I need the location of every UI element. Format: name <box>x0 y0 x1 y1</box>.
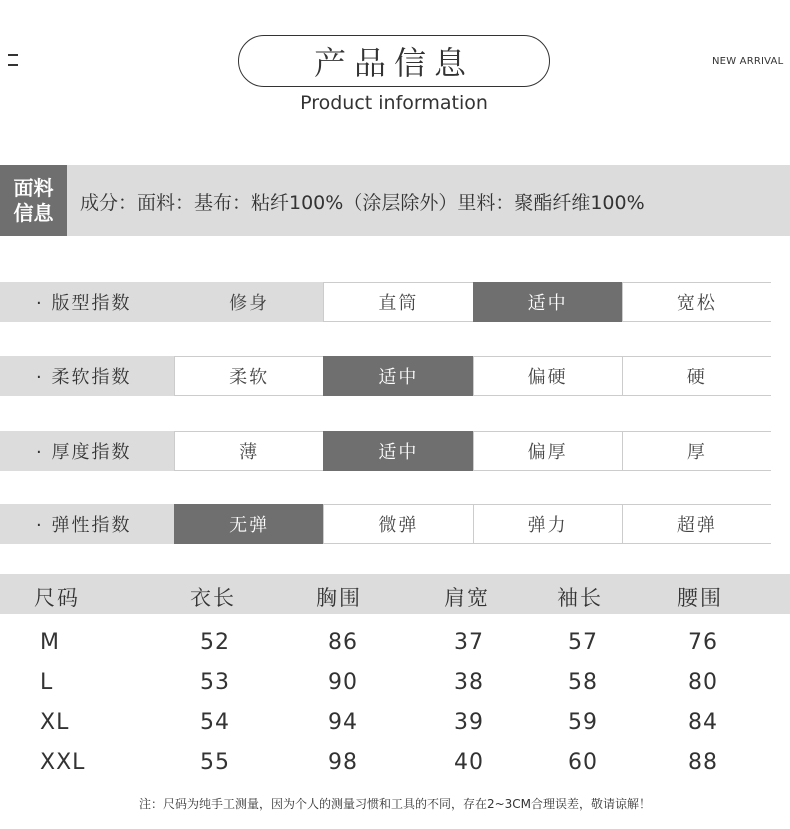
index-option: 偏硬 <box>473 356 622 396</box>
index-option-selected: 无弹 <box>174 504 323 544</box>
size-cell: 86 <box>328 630 358 655</box>
size-cell: 84 <box>688 710 718 735</box>
size-cell: 39 <box>454 710 484 735</box>
index-option: 弹力 <box>473 504 622 544</box>
index-option: 宽松 <box>622 282 771 322</box>
size-cell: 59 <box>568 710 598 735</box>
size-cell: 55 <box>200 750 230 775</box>
fabric-tag-line2: 信息 <box>13 200 54 225</box>
fabric-info-tag <box>0 165 67 236</box>
size-cell: 53 <box>200 670 230 695</box>
index-option: 硬 <box>622 356 771 396</box>
fabric-tag-line1: 面料 <box>13 175 54 200</box>
size-cell: 58 <box>568 670 598 695</box>
size-cell: XXL <box>40 750 86 775</box>
size-cell: XL <box>40 710 70 735</box>
size-cell: 80 <box>688 670 718 695</box>
size-cell: 98 <box>328 750 358 775</box>
size-cell: 88 <box>688 750 718 775</box>
index-option: 直筒 <box>323 282 472 322</box>
size-cell: 57 <box>568 630 598 655</box>
fabric-composition: 成分：面料：基布：粘纤100%（涂层除外）里料：聚酯纤维100% <box>80 192 645 214</box>
size-cell: 54 <box>200 710 230 735</box>
thickness-index-row <box>0 431 771 471</box>
fit-index-row <box>0 282 771 322</box>
page-subtitle: Product information <box>300 92 488 114</box>
size-header-cell: 尺码 <box>34 586 80 610</box>
index-option-selected: 适中 <box>473 282 622 322</box>
size-cell: 60 <box>568 750 598 775</box>
index-label: · 版型指数 <box>0 282 174 322</box>
size-cell: 37 <box>454 630 484 655</box>
index-option: 超弹 <box>622 504 771 544</box>
index-option: 柔软 <box>174 356 323 396</box>
size-header-cell: 袖长 <box>557 586 603 610</box>
index-option: 微弹 <box>323 504 472 544</box>
size-cell: 90 <box>328 670 358 695</box>
index-option-selected: 适中 <box>323 431 472 471</box>
index-label: · 柔软指数 <box>0 356 174 396</box>
size-header-cell: 衣长 <box>190 586 236 610</box>
size-header-cell: 腰围 <box>677 586 723 610</box>
index-option-selected: 适中 <box>323 356 472 396</box>
size-cell: 76 <box>688 630 718 655</box>
size-cell: M <box>40 630 60 655</box>
index-label: · 厚度指数 <box>0 431 174 471</box>
size-cell: L <box>40 670 54 695</box>
size-cell: 94 <box>328 710 358 735</box>
index-option: 修身 <box>174 282 323 322</box>
index-option: 薄 <box>174 431 323 471</box>
new-arrival-tag: NEW ARRIVAL <box>712 56 784 67</box>
page-title: 产品信息 <box>238 35 550 87</box>
size-cell: 52 <box>200 630 230 655</box>
measurement-note: 注：尺码为纯手工测量，因为个人的测量习惯和工具的不同，存在2~3CM合理误差，敬请谅解！ <box>138 797 652 811</box>
size-cell: 40 <box>454 750 484 775</box>
size-cell: 38 <box>454 670 484 695</box>
size-header-cell: 肩宽 <box>444 586 490 610</box>
size-header-cell: 胸围 <box>316 586 362 610</box>
size-table-header <box>0 574 790 614</box>
left-dash-icon <box>8 52 18 68</box>
index-option: 厚 <box>622 431 771 471</box>
index-option: 偏厚 <box>473 431 622 471</box>
elasticity-index-row <box>0 504 771 544</box>
index-label: · 弹性指数 <box>0 504 174 544</box>
softness-index-row <box>0 356 771 396</box>
